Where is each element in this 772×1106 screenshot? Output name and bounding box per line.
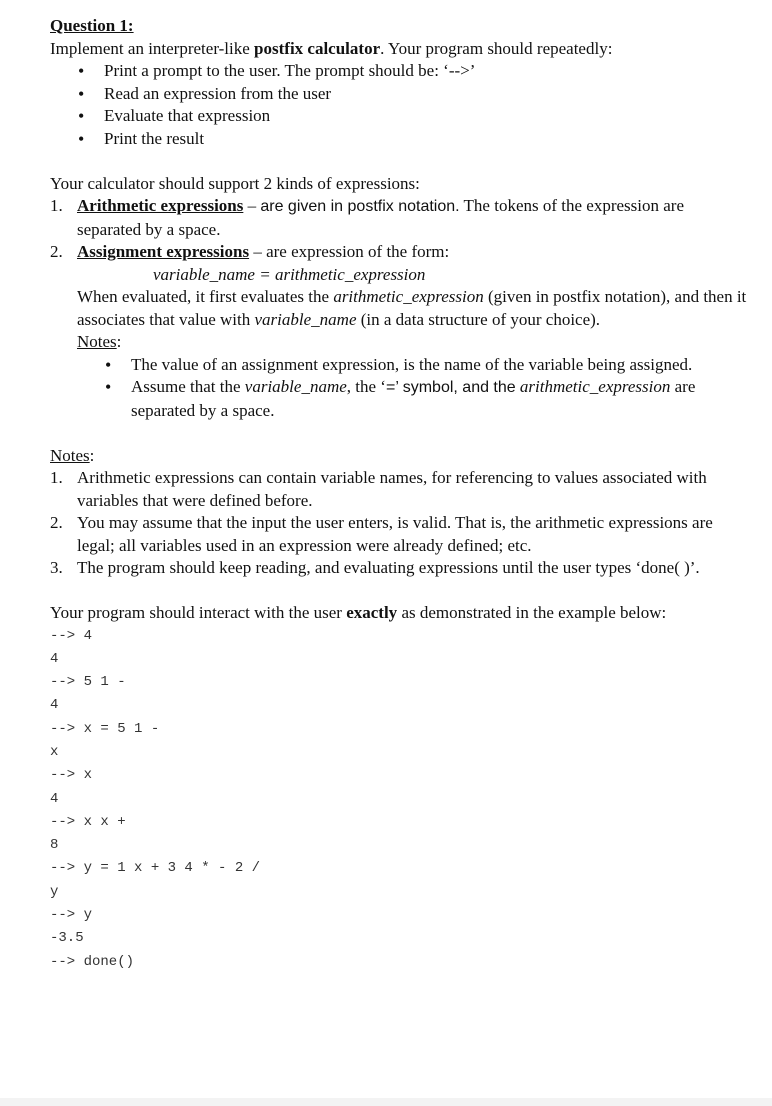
desc-var: variable_name xyxy=(254,309,357,329)
example-line: --> x xyxy=(50,767,93,784)
example-line: -3.5 xyxy=(50,930,84,947)
example-line: 8 xyxy=(50,837,59,854)
note-var: variable_name xyxy=(244,377,347,396)
notes-label-text: Notes xyxy=(77,332,117,351)
notes-heading xyxy=(50,445,750,468)
kind-dash: – are expression of the form: xyxy=(249,242,450,261)
assignment-note: • The value of an assignment expression, is the name of the variable being assigned. xyxy=(77,354,750,377)
note-text: You may assume that the input the user enters, is valid. That is, the arithmetic expressions are legal; all variables used in an expression were already defined; etc. xyxy=(77,513,713,555)
example-session xyxy=(50,625,750,974)
interact-text: Your program should interact with the user xyxy=(50,603,347,622)
kind-term: Assignment expressions xyxy=(77,242,250,261)
note-item xyxy=(50,557,750,580)
desc-text: When evaluated, it first evaluates the xyxy=(77,287,334,306)
note-var: arithmetic_expression xyxy=(519,377,671,396)
interact-text-end: as demonstrated in the example below: xyxy=(397,603,667,622)
note-text: are separated by a space. xyxy=(131,377,696,420)
page-bottom-edge xyxy=(0,1098,772,1106)
note-item xyxy=(50,512,750,557)
kind-dash: – xyxy=(243,196,261,215)
expression-kinds-list xyxy=(50,195,750,422)
kind-number: 2. xyxy=(50,242,63,261)
kind-term: Arithmetic expressions xyxy=(77,196,244,215)
intro-paragraph xyxy=(50,38,750,61)
notes-colon: : xyxy=(116,332,122,351)
example-line: --> x x + xyxy=(50,813,126,830)
note-text: , the ‘ xyxy=(346,377,386,396)
example-line: y xyxy=(50,883,59,900)
assignment-notes-label xyxy=(77,331,750,354)
note-text: Assume that the xyxy=(131,377,245,396)
note-number: 1. xyxy=(50,468,63,487)
example-line: --> 5 1 - xyxy=(50,674,126,691)
example-line: --> y xyxy=(50,907,93,924)
example-line: 4 xyxy=(50,650,59,667)
note-number: 2. xyxy=(50,513,63,532)
step-item: • Evaluate that expression xyxy=(50,105,750,128)
notes-label-text: Notes xyxy=(50,445,90,465)
kind-rest-text: The tokens of the expression are separated by a space. xyxy=(77,196,684,239)
example-line: --> y = 1 x + 3 4 * - 2 / xyxy=(50,860,261,877)
intro-bold-term: postfix calculator xyxy=(254,38,381,58)
note-item xyxy=(50,467,750,512)
kind-assignment xyxy=(50,241,750,422)
note-number: 3. xyxy=(50,558,63,577)
note-text: Arithmetic expressions can contain variable names, for referencing to values associated with variables that were defined before. xyxy=(77,468,707,510)
kind-sans-text: are given in postfix notation. xyxy=(260,198,460,215)
step-item: • Read an expression from the user xyxy=(50,83,750,106)
notes-colon: : xyxy=(89,445,95,465)
interaction-paragraph xyxy=(50,602,750,625)
document-page xyxy=(50,15,750,974)
example-line: 4 xyxy=(50,790,59,807)
example-line: 4 xyxy=(50,697,59,714)
assignment-notes-list xyxy=(77,354,750,423)
desc-var: arithmetic_expression xyxy=(333,287,484,306)
example-line: --> done() xyxy=(50,953,135,970)
desc-text: (given in postfix notation), and then it associates that value with xyxy=(77,287,747,329)
assignment-note xyxy=(77,376,750,422)
intro-text: Implement an interpreter-like xyxy=(50,38,255,58)
notes-list xyxy=(50,467,750,580)
kind-number: 1. xyxy=(50,196,63,215)
example-line: --> 4 xyxy=(50,627,93,644)
desc-text: (in a data structure of your choice). xyxy=(356,309,601,329)
note-text: The program should keep reading, and evaluating expressions until the user types ‘done( )’. xyxy=(77,558,700,577)
intro-text-end: . Your program should repeatedly: xyxy=(380,38,613,58)
assignment-formula: variable_name = arithmetic_expression xyxy=(153,264,426,284)
support-heading: Your calculator should support 2 kinds of expressions: xyxy=(50,173,420,193)
assignment-description xyxy=(77,286,750,331)
interact-bold: exactly xyxy=(346,603,398,622)
step-item: • Print the result xyxy=(50,128,750,151)
question-title: Question 1: xyxy=(50,16,134,35)
example-line: --> x = 5 1 - xyxy=(50,720,160,737)
steps-list xyxy=(50,60,750,150)
step-item: • Print a prompt to the user. The prompt should be: ‘-->’ xyxy=(50,60,750,83)
note-sans-text: =’ symbol, and the xyxy=(385,379,516,396)
example-line: x xyxy=(50,743,59,760)
kind-arithmetic xyxy=(50,195,750,241)
